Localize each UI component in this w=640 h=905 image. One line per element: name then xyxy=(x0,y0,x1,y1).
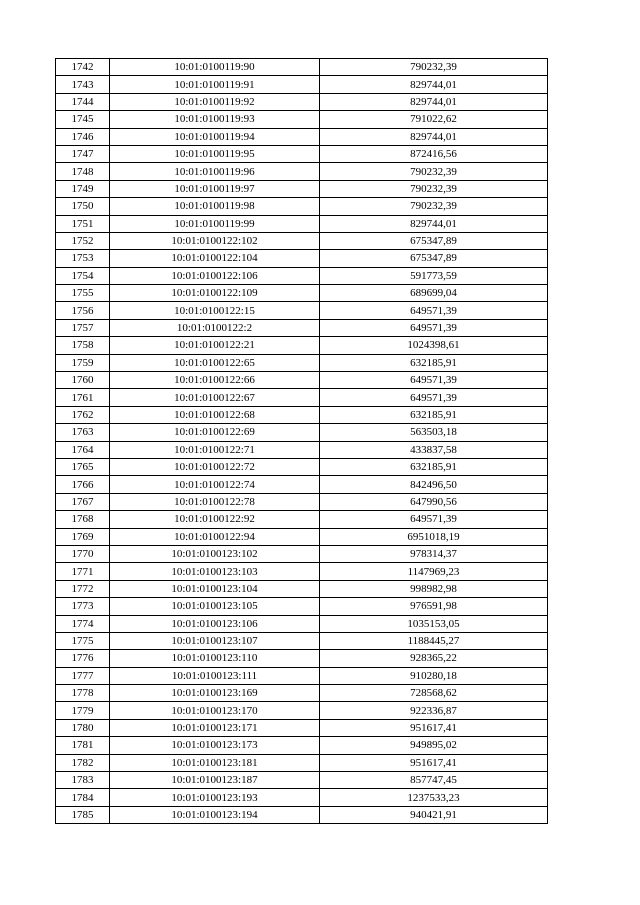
table-row xyxy=(56,215,548,232)
row-number-cell: 1777 xyxy=(56,667,110,684)
row-number-cell: 1771 xyxy=(56,563,110,580)
row-number-cell: 1752 xyxy=(56,232,110,249)
table-row xyxy=(56,598,548,615)
cadastral-number-cell: 10:01:0100123:106 xyxy=(110,615,320,632)
row-number-cell: 1748 xyxy=(56,163,110,180)
table-row xyxy=(56,806,548,823)
value-cell: 790232,39 xyxy=(320,180,548,197)
cadastral-number-cell: 10:01:0100122:106 xyxy=(110,267,320,284)
cadastral-number-cell: 10:01:0100122:68 xyxy=(110,406,320,423)
row-number-cell: 1755 xyxy=(56,285,110,302)
row-number-cell: 1749 xyxy=(56,180,110,197)
table-row xyxy=(56,476,548,493)
cadastral-number-cell: 10:01:0100122:67 xyxy=(110,389,320,406)
table-row xyxy=(56,59,548,76)
table-row xyxy=(56,702,548,719)
cadastral-number-cell: 10:01:0100123:171 xyxy=(110,719,320,736)
value-cell: 649571,39 xyxy=(320,302,548,319)
row-number-cell: 1770 xyxy=(56,545,110,562)
row-number-cell: 1758 xyxy=(56,337,110,354)
row-number-cell: 1763 xyxy=(56,424,110,441)
value-cell: 647990,56 xyxy=(320,493,548,510)
row-number-cell: 1780 xyxy=(56,719,110,736)
table-row xyxy=(56,354,548,371)
cadastral-number-cell: 10:01:0100122:104 xyxy=(110,250,320,267)
value-cell: 951617,41 xyxy=(320,719,548,736)
value-cell: 433837,58 xyxy=(320,441,548,458)
value-cell: 728568,62 xyxy=(320,685,548,702)
table-row xyxy=(56,458,548,475)
value-cell: 842496,50 xyxy=(320,476,548,493)
value-cell: 829744,01 xyxy=(320,128,548,145)
row-number-cell: 1742 xyxy=(56,59,110,76)
cadastral-number-cell: 10:01:0100119:99 xyxy=(110,215,320,232)
row-number-cell: 1785 xyxy=(56,806,110,823)
cadastral-number-cell: 10:01:0100123:111 xyxy=(110,667,320,684)
row-number-cell: 1744 xyxy=(56,93,110,110)
row-number-cell: 1756 xyxy=(56,302,110,319)
cadastral-number-cell: 10:01:0100122:21 xyxy=(110,337,320,354)
value-cell: 949895,02 xyxy=(320,737,548,754)
cadastral-number-cell: 10:01:0100119:90 xyxy=(110,59,320,76)
value-cell: 591773,59 xyxy=(320,267,548,284)
table-row xyxy=(56,76,548,93)
cadastral-number-cell: 10:01:0100123:181 xyxy=(110,754,320,771)
cadastral-number-cell: 10:01:0100122:92 xyxy=(110,511,320,528)
cadastral-number-cell: 10:01:0100122:72 xyxy=(110,458,320,475)
value-cell: 1188445,27 xyxy=(320,632,548,649)
value-cell: 649571,39 xyxy=(320,511,548,528)
row-number-cell: 1776 xyxy=(56,650,110,667)
table-row xyxy=(56,441,548,458)
cadastral-number-cell: 10:01:0100122:66 xyxy=(110,372,320,389)
row-number-cell: 1772 xyxy=(56,580,110,597)
cadastral-number-cell: 10:01:0100123:110 xyxy=(110,650,320,667)
cadastral-number-cell: 10:01:0100122:65 xyxy=(110,354,320,371)
table-row xyxy=(56,632,548,649)
table-row xyxy=(56,372,548,389)
row-number-cell: 1757 xyxy=(56,319,110,336)
value-cell: 649571,39 xyxy=(320,319,548,336)
cadastral-number-cell: 10:01:0100123:107 xyxy=(110,632,320,649)
table-row xyxy=(56,772,548,789)
row-number-cell: 1769 xyxy=(56,528,110,545)
value-cell: 6951018,19 xyxy=(320,528,548,545)
value-cell: 632185,91 xyxy=(320,458,548,475)
cadastral-number-cell: 10:01:0100122:71 xyxy=(110,441,320,458)
table-row xyxy=(56,232,548,249)
value-cell: 675347,89 xyxy=(320,232,548,249)
row-number-cell: 1764 xyxy=(56,441,110,458)
table-row xyxy=(56,563,548,580)
cadastral-number-cell: 10:01:0100122:109 xyxy=(110,285,320,302)
cadastral-number-cell: 10:01:0100122:102 xyxy=(110,232,320,249)
row-number-cell: 1781 xyxy=(56,737,110,754)
row-number-cell: 1765 xyxy=(56,458,110,475)
table-body xyxy=(56,59,548,824)
table-row xyxy=(56,406,548,423)
cadastral-number-cell: 10:01:0100119:97 xyxy=(110,180,320,197)
row-number-cell: 1760 xyxy=(56,372,110,389)
table-row xyxy=(56,667,548,684)
value-cell: 872416,56 xyxy=(320,145,548,162)
row-number-cell: 1746 xyxy=(56,128,110,145)
value-cell: 829744,01 xyxy=(320,93,548,110)
cadastral-number-cell: 10:01:0100122:15 xyxy=(110,302,320,319)
value-cell: 829744,01 xyxy=(320,76,548,93)
cadastral-number-cell: 10:01:0100119:98 xyxy=(110,198,320,215)
row-number-cell: 1773 xyxy=(56,598,110,615)
value-cell: 829744,01 xyxy=(320,215,548,232)
value-cell: 951617,41 xyxy=(320,754,548,771)
table-row xyxy=(56,111,548,128)
cadastral-number-cell: 10:01:0100122:2 xyxy=(110,319,320,336)
row-number-cell: 1774 xyxy=(56,615,110,632)
row-number-cell: 1783 xyxy=(56,772,110,789)
cadastral-number-cell: 10:01:0100123:194 xyxy=(110,806,320,823)
table-row xyxy=(56,615,548,632)
table-row xyxy=(56,163,548,180)
row-number-cell: 1779 xyxy=(56,702,110,719)
row-number-cell: 1747 xyxy=(56,145,110,162)
cadastral-number-cell: 10:01:0100119:92 xyxy=(110,93,320,110)
table-row xyxy=(56,685,548,702)
table-row xyxy=(56,198,548,215)
cadastral-number-cell: 10:01:0100119:95 xyxy=(110,145,320,162)
table-row xyxy=(56,250,548,267)
value-cell: 649571,39 xyxy=(320,372,548,389)
row-number-cell: 1784 xyxy=(56,789,110,806)
row-number-cell: 1768 xyxy=(56,511,110,528)
row-number-cell: 1759 xyxy=(56,354,110,371)
row-number-cell: 1751 xyxy=(56,215,110,232)
value-cell: 790232,39 xyxy=(320,163,548,180)
value-cell: 563503,18 xyxy=(320,424,548,441)
row-number-cell: 1761 xyxy=(56,389,110,406)
table-row xyxy=(56,580,548,597)
cadastral-number-cell: 10:01:0100123:105 xyxy=(110,598,320,615)
table-row xyxy=(56,93,548,110)
cadastral-number-cell: 10:01:0100123:173 xyxy=(110,737,320,754)
cadastral-number-cell: 10:01:0100122:74 xyxy=(110,476,320,493)
value-cell: 632185,91 xyxy=(320,354,548,371)
table-row xyxy=(56,180,548,197)
row-number-cell: 1745 xyxy=(56,111,110,128)
value-cell: 790232,39 xyxy=(320,59,548,76)
table-row xyxy=(56,389,548,406)
value-cell: 857747,45 xyxy=(320,772,548,789)
row-number-cell: 1775 xyxy=(56,632,110,649)
table-row xyxy=(56,145,548,162)
value-cell: 790232,39 xyxy=(320,198,548,215)
cadastral-number-cell: 10:01:0100119:96 xyxy=(110,163,320,180)
value-cell: 689699,04 xyxy=(320,285,548,302)
value-cell: 978314,37 xyxy=(320,545,548,562)
cadastral-number-cell: 10:01:0100123:170 xyxy=(110,702,320,719)
cadastral-number-cell: 10:01:0100123:169 xyxy=(110,685,320,702)
table-row xyxy=(56,545,548,562)
cadastral-number-cell: 10:01:0100119:94 xyxy=(110,128,320,145)
cadastral-number-cell: 10:01:0100122:78 xyxy=(110,493,320,510)
row-number-cell: 1778 xyxy=(56,685,110,702)
value-cell: 922336,87 xyxy=(320,702,548,719)
row-number-cell: 1753 xyxy=(56,250,110,267)
cadastral-number-cell: 10:01:0100119:91 xyxy=(110,76,320,93)
cadastral-number-cell: 10:01:0100123:104 xyxy=(110,580,320,597)
row-number-cell: 1743 xyxy=(56,76,110,93)
table-row xyxy=(56,267,548,284)
cadastral-number-cell: 10:01:0100123:187 xyxy=(110,772,320,789)
row-number-cell: 1782 xyxy=(56,754,110,771)
row-number-cell: 1767 xyxy=(56,493,110,510)
value-cell: 998982,98 xyxy=(320,580,548,597)
value-cell: 1237533,23 xyxy=(320,789,548,806)
table-row xyxy=(56,302,548,319)
table-row xyxy=(56,511,548,528)
value-cell: 940421,91 xyxy=(320,806,548,823)
value-cell: 649571,39 xyxy=(320,389,548,406)
value-cell: 632185,91 xyxy=(320,406,548,423)
cadastral-number-cell: 10:01:0100123:193 xyxy=(110,789,320,806)
row-number-cell: 1766 xyxy=(56,476,110,493)
cadastral-number-cell: 10:01:0100123:103 xyxy=(110,563,320,580)
value-cell: 791022,62 xyxy=(320,111,548,128)
row-number-cell: 1750 xyxy=(56,198,110,215)
table-row xyxy=(56,285,548,302)
table-row xyxy=(56,319,548,336)
row-number-cell: 1754 xyxy=(56,267,110,284)
table-row xyxy=(56,424,548,441)
value-cell: 1024398,61 xyxy=(320,337,548,354)
table-row xyxy=(56,737,548,754)
row-number-cell: 1762 xyxy=(56,406,110,423)
value-cell: 1035153,05 xyxy=(320,615,548,632)
cadastral-value-table xyxy=(55,58,548,824)
table-row xyxy=(56,754,548,771)
cadastral-number-cell: 10:01:0100119:93 xyxy=(110,111,320,128)
value-cell: 1147969,23 xyxy=(320,563,548,580)
table-row xyxy=(56,650,548,667)
table-row xyxy=(56,337,548,354)
cadastral-number-cell: 10:01:0100123:102 xyxy=(110,545,320,562)
value-cell: 928365,22 xyxy=(320,650,548,667)
cadastral-number-cell: 10:01:0100122:69 xyxy=(110,424,320,441)
table-row xyxy=(56,128,548,145)
table-row xyxy=(56,719,548,736)
value-cell: 976591,98 xyxy=(320,598,548,615)
table-row xyxy=(56,789,548,806)
value-cell: 910280,18 xyxy=(320,667,548,684)
value-cell: 675347,89 xyxy=(320,250,548,267)
table-row xyxy=(56,528,548,545)
table-row xyxy=(56,493,548,510)
cadastral-number-cell: 10:01:0100122:94 xyxy=(110,528,320,545)
